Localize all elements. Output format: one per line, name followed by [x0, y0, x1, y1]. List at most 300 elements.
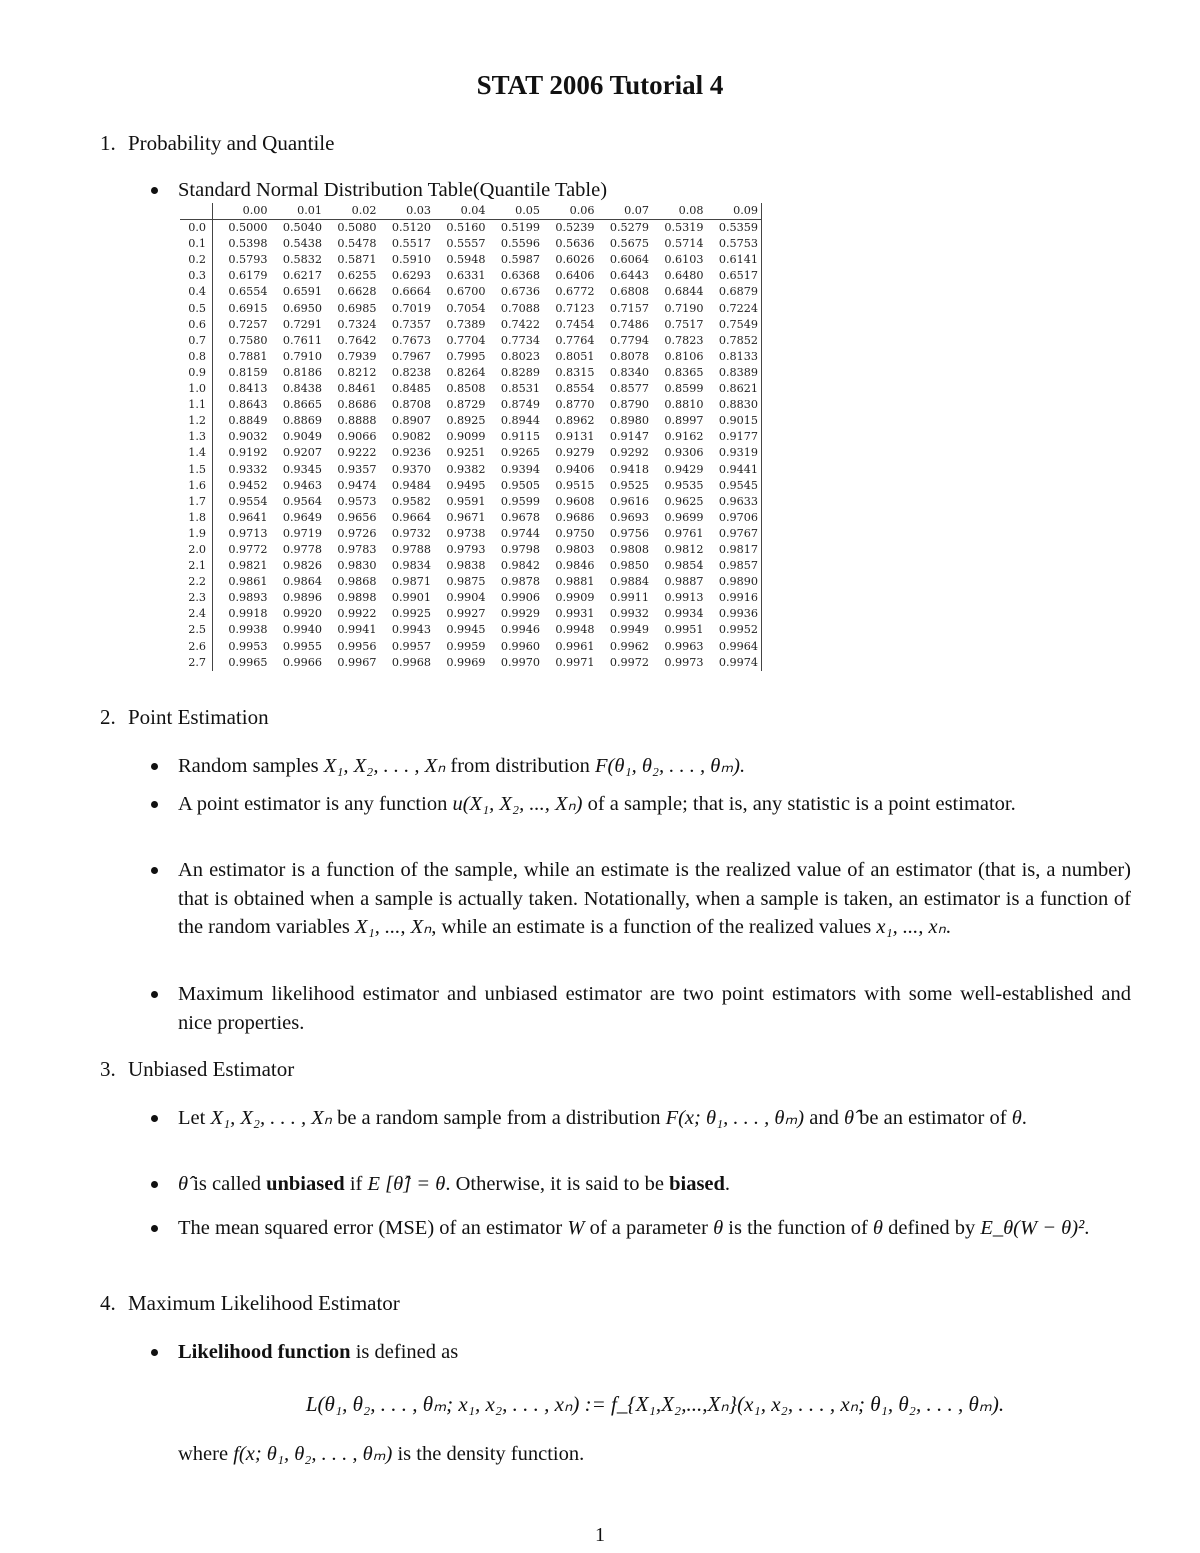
- table-cell: 0.5948: [446, 253, 486, 267]
- table-cell: 0.9956: [337, 639, 377, 653]
- table-cell: 0.9850: [609, 559, 649, 573]
- table-cell: 0.9854: [664, 559, 704, 573]
- table-cell: 0.9535: [664, 478, 704, 492]
- table-cell: 0.5239: [555, 221, 595, 235]
- table-cell: 0.9147: [609, 430, 649, 444]
- table-cell: 0.8665: [282, 398, 322, 412]
- table-cell: 0.9918: [228, 607, 268, 621]
- table-cell: 0.8621: [704, 381, 762, 397]
- table-cell: 0.9817: [704, 542, 762, 558]
- table-cell: 0.9945: [446, 623, 486, 637]
- table-cell: 0.8869: [282, 414, 322, 428]
- bullet-likelihood-function: Likelihood function is defined as: [153, 1338, 1131, 1367]
- table-row: [180, 333, 762, 349]
- table-row: [180, 413, 762, 429]
- bullet-dot-icon: [151, 1225, 158, 1232]
- table-cell: 0.7517: [664, 317, 704, 331]
- table-cell: 0.5319: [664, 221, 704, 235]
- section-title: Point Estimation: [128, 705, 269, 729]
- table-cell: 0.6141: [704, 252, 762, 268]
- table-cell: 0.5871: [337, 253, 377, 267]
- table-cell: 0.9719: [282, 526, 322, 540]
- table-cell: 0.9938: [228, 623, 268, 637]
- table-cell: 0.7549: [704, 317, 762, 333]
- table-cell: 0.8907: [391, 414, 431, 428]
- table-cell: 0.9319: [704, 445, 762, 461]
- table-cell: 0.9738: [446, 526, 486, 540]
- table-cell: 0.9864: [282, 575, 322, 589]
- table-row: [180, 526, 762, 542]
- table-cell: 0.6628: [337, 285, 377, 299]
- table-cell: 0.5120: [391, 221, 431, 235]
- table-cell: 0.8925: [446, 414, 486, 428]
- table-cell: 0.9838: [446, 559, 486, 573]
- table-cell: 0.8023: [500, 349, 540, 363]
- table-row: [180, 365, 762, 381]
- bullet-mse: The mean squared error (MSE) of an estimator W of a parameter θ is the function of θ defined by E_θ(W − θ)².: [153, 1214, 1131, 1243]
- table-cell: 0.8708: [391, 398, 431, 412]
- table-cell: 0.5359: [704, 220, 762, 237]
- table-cell: 0.6480: [664, 269, 704, 283]
- table-cell: 0.7673: [391, 333, 431, 347]
- table-cell: 0.7642: [337, 333, 377, 347]
- table-cell: 0.8365: [664, 365, 704, 379]
- table-cell: 0.9177: [704, 429, 762, 445]
- table-cell: 0.9952: [704, 622, 762, 638]
- column-header: 0.07: [595, 203, 650, 220]
- row-header: 0.3: [180, 268, 213, 284]
- table-cell: 0.5517: [391, 237, 431, 251]
- table-cell: 0.9971: [555, 655, 595, 669]
- table-cell: 0.9429: [664, 462, 704, 476]
- table-cell: 0.9699: [664, 510, 704, 524]
- bullet-dot-icon: [151, 1181, 158, 1188]
- bullet-mle-unbiased: Maximum likelihood estimator and unbiased estimator are two point estimators with some well-established and nice properties.: [153, 980, 1131, 1037]
- table-cell: 0.5832: [282, 253, 322, 267]
- section-title: Unbiased Estimator: [128, 1057, 295, 1081]
- table-cell: 0.9913: [664, 591, 704, 605]
- row-header: 1.8: [180, 510, 213, 526]
- table-cell: 0.6554: [228, 285, 268, 299]
- bullet-dot-icon: [151, 1349, 158, 1356]
- table-cell: 0.8997: [664, 414, 704, 428]
- bullet-dot-icon: [151, 801, 158, 808]
- table-cell: 0.8554: [555, 382, 595, 396]
- density-note: where f(x; θ₁, θ₂, . . . , θₘ) is the density function.: [178, 1443, 585, 1465]
- table-cell: 0.9965: [228, 655, 268, 669]
- table-cell: 0.7224: [704, 301, 762, 317]
- table-row: [180, 429, 762, 445]
- table-cell: 0.9941: [337, 623, 377, 637]
- table-cell: 0.5478: [337, 237, 377, 251]
- table-cell: 0.5279: [609, 221, 649, 235]
- table-cell: 0.8264: [446, 365, 486, 379]
- table-cell: 0.9756: [609, 526, 649, 540]
- table-cell: 0.8577: [609, 382, 649, 396]
- table-row: [180, 445, 762, 461]
- row-header: 1.1: [180, 397, 213, 413]
- table-row: [180, 301, 762, 317]
- bullet-random-samples: Random samples X₁, X₂, . . . , Xₙ from distribution F(θ₁, θ₂, . . . , θₘ).: [153, 752, 1131, 781]
- bullet-dot-icon: [151, 867, 158, 874]
- table-row: [180, 268, 762, 284]
- table-cell: 0.9484: [391, 478, 431, 492]
- table-cell: 0.9049: [282, 430, 322, 444]
- table-cell: 0.6591: [282, 285, 322, 299]
- table-cell: 0.5438: [282, 237, 322, 251]
- table-cell: 0.9686: [555, 510, 595, 524]
- table-cell: 0.8051: [555, 349, 595, 363]
- table-cell: 0.9625: [664, 494, 704, 508]
- table-cell: 0.9082: [391, 430, 431, 444]
- table-cell: 0.6179: [228, 269, 268, 283]
- table-row: [180, 558, 762, 574]
- column-header: 0.03: [377, 203, 432, 220]
- table-cell: 0.9834: [391, 559, 431, 573]
- table-cell: 0.9968: [391, 655, 431, 669]
- table-cell: 0.9896: [282, 591, 322, 605]
- table-cell: 0.7611: [282, 333, 322, 347]
- table-header-row: [180, 203, 762, 220]
- table-row: [180, 510, 762, 526]
- table-cell: 0.7995: [446, 349, 486, 363]
- table-cell: 0.8849: [228, 414, 268, 428]
- table-cell: 0.7454: [555, 317, 595, 331]
- table-cell: 0.9893: [228, 591, 268, 605]
- table-cell: 0.5080: [337, 221, 377, 235]
- table-cell: 0.7054: [446, 301, 486, 315]
- table-row: [180, 284, 762, 300]
- table-cell: 0.6026: [555, 253, 595, 267]
- table-cell: 0.9678: [500, 510, 540, 524]
- table-cell: 0.9452: [228, 478, 268, 492]
- table-corner: [180, 203, 213, 220]
- table-cell: 0.9967: [337, 655, 377, 669]
- table-cell: 0.9821: [228, 559, 268, 573]
- table-cell: 0.9783: [337, 542, 377, 556]
- table-cell: 0.9878: [500, 575, 540, 589]
- table-cell: 0.6103: [664, 253, 704, 267]
- table-cell: 0.9015: [704, 413, 762, 429]
- row-header: 2.7: [180, 655, 213, 671]
- table-cell: 0.9911: [609, 591, 649, 605]
- table-cell: 0.9842: [500, 559, 540, 573]
- table-cell: 0.9115: [500, 430, 540, 444]
- table-cell: 0.9441: [704, 462, 762, 478]
- section-1-heading: [100, 131, 334, 156]
- row-header: 1.3: [180, 429, 213, 445]
- table-cell: 0.8531: [500, 382, 540, 396]
- table-cell: 0.8790: [609, 398, 649, 412]
- table-cell: 0.9973: [664, 655, 704, 669]
- table-cell: 0.7967: [391, 349, 431, 363]
- table-cell: 0.6331: [446, 269, 486, 283]
- table-cell: 0.7422: [500, 317, 540, 331]
- table-row: [180, 252, 762, 268]
- table-row: [180, 606, 762, 622]
- section-title: Maximum Likelihood Estimator: [128, 1291, 400, 1315]
- table-cell: 0.7324: [337, 317, 377, 331]
- table-cell: 0.8186: [282, 365, 322, 379]
- table-cell: 0.9279: [555, 446, 595, 460]
- table-cell: 0.9382: [446, 462, 486, 476]
- row-header: 2.1: [180, 558, 213, 574]
- table-cell: 0.9788: [391, 542, 431, 556]
- table-cell: 0.6664: [391, 285, 431, 299]
- table-cell: 0.8289: [500, 365, 540, 379]
- table-cell: 0.9207: [282, 446, 322, 460]
- table-row: [180, 317, 762, 333]
- table-cell: 0.7823: [664, 333, 704, 347]
- table-cell: 0.9394: [500, 462, 540, 476]
- table-cell: 0.7704: [446, 333, 486, 347]
- table-cell: 0.9554: [228, 494, 268, 508]
- table-cell: 0.6255: [337, 269, 377, 283]
- bullet-dot-icon: [151, 187, 158, 194]
- table-cell: 0.9495: [446, 478, 486, 492]
- table-cell: 0.9474: [337, 478, 377, 492]
- table-cell: 0.9890: [704, 574, 762, 590]
- table-cell: 0.9793: [446, 542, 486, 556]
- table-cell: 0.9964: [704, 639, 762, 655]
- table-cell: 0.9871: [391, 575, 431, 589]
- table-cell: 0.8508: [446, 382, 486, 396]
- column-header: 0.05: [486, 203, 541, 220]
- table-cell: 0.8830: [704, 397, 762, 413]
- row-header: 1.2: [180, 413, 213, 429]
- table-cell: 0.7123: [555, 301, 595, 315]
- row-header: 0.2: [180, 252, 213, 268]
- table-cell: 0.9515: [555, 478, 595, 492]
- table-cell: 0.9909: [555, 591, 595, 605]
- table-cell: 0.6915: [228, 301, 268, 315]
- table-cell: 0.9961: [555, 639, 595, 653]
- table-cell: 0.9767: [704, 526, 762, 542]
- table-cell: 0.8238: [391, 365, 431, 379]
- table-cell: 0.9970: [500, 655, 540, 669]
- table-row: [180, 622, 762, 638]
- table-cell: 0.7019: [391, 301, 431, 315]
- table-cell: 0.8749: [500, 398, 540, 412]
- table-cell: 0.9949: [609, 623, 649, 637]
- table-cell: 0.6950: [282, 301, 322, 315]
- table-cell: 0.6808: [609, 285, 649, 299]
- table-cell: 0.9251: [446, 446, 486, 460]
- table-cell: 0.6985: [337, 301, 377, 315]
- table-cell: 0.8485: [391, 382, 431, 396]
- table-cell: 0.9664: [391, 510, 431, 524]
- table-row: [180, 220, 762, 237]
- table-cell: 0.6368: [500, 269, 540, 283]
- row-header: 1.4: [180, 445, 213, 461]
- table-cell: 0.9969: [446, 655, 486, 669]
- row-header: 0.4: [180, 284, 213, 300]
- table-cell: 0.9901: [391, 591, 431, 605]
- bullet-dot-icon: [151, 763, 158, 770]
- table-cell: 0.7794: [609, 333, 649, 347]
- table-cell: 0.9963: [664, 639, 704, 653]
- table-cell: 0.9940: [282, 623, 322, 637]
- table-cell: 0.9545: [704, 478, 762, 494]
- table-cell: 0.9857: [704, 558, 762, 574]
- table-row: [180, 349, 762, 365]
- section-3-heading: [100, 1057, 294, 1082]
- table-cell: 0.8686: [337, 398, 377, 412]
- table-cell: 0.7257: [228, 317, 268, 331]
- table-cell: 0.8159: [228, 365, 268, 379]
- column-header: 0.01: [268, 203, 323, 220]
- document-title: STAT 2006 Tutorial 4: [476, 70, 724, 100]
- table-row: [180, 590, 762, 606]
- column-header: 0.04: [431, 203, 486, 220]
- table-cell: 0.9641: [228, 510, 268, 524]
- table-cell: 0.7881: [228, 349, 268, 363]
- table-cell: 0.5160: [446, 221, 486, 235]
- row-header: 1.7: [180, 494, 213, 510]
- table-cell: 0.6406: [555, 269, 595, 283]
- section-number: 3.: [100, 1057, 116, 1081]
- table-cell: 0.9951: [664, 623, 704, 637]
- table-row: [180, 542, 762, 558]
- table-row: [180, 639, 762, 655]
- table-cell: 0.9826: [282, 559, 322, 573]
- table-cell: 0.9808: [609, 542, 649, 556]
- table-cell: 0.9573: [337, 494, 377, 508]
- table-cell: 0.9803: [555, 542, 595, 556]
- table-cell: 0.9772: [228, 542, 268, 556]
- table-cell: 0.9608: [555, 494, 595, 508]
- table-cell: 0.7291: [282, 317, 322, 331]
- table-cell: 0.9761: [664, 526, 704, 540]
- table-cell: 0.9957: [391, 639, 431, 653]
- table-cell: 0.8078: [609, 349, 649, 363]
- table-cell: 0.9898: [337, 591, 377, 605]
- row-header: 0.0: [180, 220, 213, 237]
- table-row: [180, 478, 762, 494]
- likelihood-equation: L(θ₁, θ₂, . . . , θₘ; x₁, x₂, . . . , xₙ) := f_{X₁,X₂,...,Xₙ}(x₁, x₂, . . . , xₙ; θ₁, θ₂, . . . , θₘ).: [305, 1392, 1005, 1416]
- table-cell: 0.5714: [664, 237, 704, 251]
- table-cell: 0.9332: [228, 462, 268, 476]
- table-cell: 0.9884: [609, 575, 649, 589]
- table-cell: 0.8980: [609, 414, 649, 428]
- table-cell: 0.6064: [609, 253, 649, 267]
- table-cell: 0.8413: [228, 382, 268, 396]
- table-cell: 0.9927: [446, 607, 486, 621]
- table-cell: 0.8133: [704, 349, 762, 365]
- row-header: 1.6: [180, 478, 213, 494]
- table-cell: 0.9633: [704, 494, 762, 510]
- table-cell: 0.9812: [664, 542, 704, 556]
- table-cell: 0.8962: [555, 414, 595, 428]
- table-cell: 0.8461: [337, 382, 377, 396]
- table-cell: 0.9591: [446, 494, 486, 508]
- table-cell: 0.8106: [664, 349, 704, 363]
- bullet-estimator-vs-estimate: An estimator is a function of the sample, while an estimate is the realized value of an estimator (that is, a number) that is obtained when a sample is actually taken. Notationally, when a sample is taken, an estimator is a function of the random variables X₁, ..., Xₙ, while an estimate is a function of the realized values x₁, ..., xₙ.: [153, 856, 1131, 942]
- table-cell: 0.9706: [704, 510, 762, 526]
- table-cell: 0.9066: [337, 430, 377, 444]
- table-cell: 0.9345: [282, 462, 322, 476]
- table-cell: 0.9357: [337, 462, 377, 476]
- table-cell: 0.9974: [704, 655, 762, 671]
- table-cell: 0.9946: [500, 623, 540, 637]
- table-row: [180, 494, 762, 510]
- table-cell: 0.9671: [446, 510, 486, 524]
- column-header: 0.09: [704, 203, 762, 220]
- table-cell: 0.9192: [228, 446, 268, 460]
- table-cell: 0.9887: [664, 575, 704, 589]
- table-cell: 0.9726: [337, 526, 377, 540]
- table-cell: 0.9693: [609, 510, 649, 524]
- table-cell: 0.6443: [609, 269, 649, 283]
- row-header: 0.9: [180, 365, 213, 381]
- table-cell: 0.9881: [555, 575, 595, 589]
- table-cell: 0.9943: [391, 623, 431, 637]
- page-number: 1: [595, 1524, 605, 1546]
- table-row: [180, 236, 762, 252]
- table-cell: 0.5040: [282, 221, 322, 235]
- table-cell: 0.9649: [282, 510, 322, 524]
- table-cell: 0.9948: [555, 623, 595, 637]
- table-cell: 0.9750: [555, 526, 595, 540]
- table-cell: 0.9798: [500, 542, 540, 556]
- table-cell: 0.7357: [391, 317, 431, 331]
- row-header: 2.4: [180, 606, 213, 622]
- table-cell: 0.9032: [228, 430, 268, 444]
- row-header: 2.0: [180, 542, 213, 558]
- table-cell: 0.8389: [704, 365, 762, 381]
- table-cell: 0.5596: [500, 237, 540, 251]
- table-cell: 0.8315: [555, 365, 595, 379]
- table-cell: 0.9925: [391, 607, 431, 621]
- table-cell: 0.9131: [555, 430, 595, 444]
- table-cell: 0.9934: [664, 607, 704, 621]
- section-number: 2.: [100, 705, 116, 729]
- table-cell: 0.9861: [228, 575, 268, 589]
- table-cell: 0.9306: [664, 446, 704, 460]
- bullet-unbiased-definition: θ̂ is called unbiased if E [θ̂] = θ. Otherwise, it is said to be biased.: [153, 1170, 1131, 1199]
- table-cell: 0.5987: [500, 253, 540, 267]
- table-cell: 0.9564: [282, 494, 322, 508]
- table-cell: 0.9162: [664, 430, 704, 444]
- table-row: [180, 397, 762, 413]
- table-cell: 0.7580: [228, 333, 268, 347]
- table-cell: 0.6844: [664, 285, 704, 299]
- table-cell: 0.5753: [704, 236, 762, 252]
- table-cell: 0.5199: [500, 221, 540, 235]
- table-cell: 0.9099: [446, 430, 486, 444]
- table-cell: 0.9962: [609, 639, 649, 653]
- table-cell: 0.5398: [228, 237, 268, 251]
- table-cell: 0.7088: [500, 301, 540, 315]
- row-header: 0.6: [180, 317, 213, 333]
- table-cell: 0.6517: [704, 268, 762, 284]
- table-cell: 0.9906: [500, 591, 540, 605]
- row-header: 2.5: [180, 622, 213, 638]
- row-header: 0.7: [180, 333, 213, 349]
- bullet-point-estimator: A point estimator is any function u(X₁, X₂, ..., Xₙ) of a sample; that is, any statistic is a point estimator.: [153, 790, 1131, 819]
- bullet-dot-icon: [151, 991, 158, 998]
- table-cell: 0.9972: [609, 655, 649, 669]
- table-cell: 0.9406: [555, 462, 595, 476]
- table-cell: 0.8770: [555, 398, 595, 412]
- table-cell: 0.9931: [555, 607, 595, 621]
- table-cell: 0.9875: [446, 575, 486, 589]
- table-cell: 0.9222: [337, 446, 377, 460]
- table-cell: 0.9953: [228, 639, 268, 653]
- table-cell: 0.9292: [609, 446, 649, 460]
- section-number: 1.: [100, 131, 116, 155]
- table-row: [180, 462, 762, 478]
